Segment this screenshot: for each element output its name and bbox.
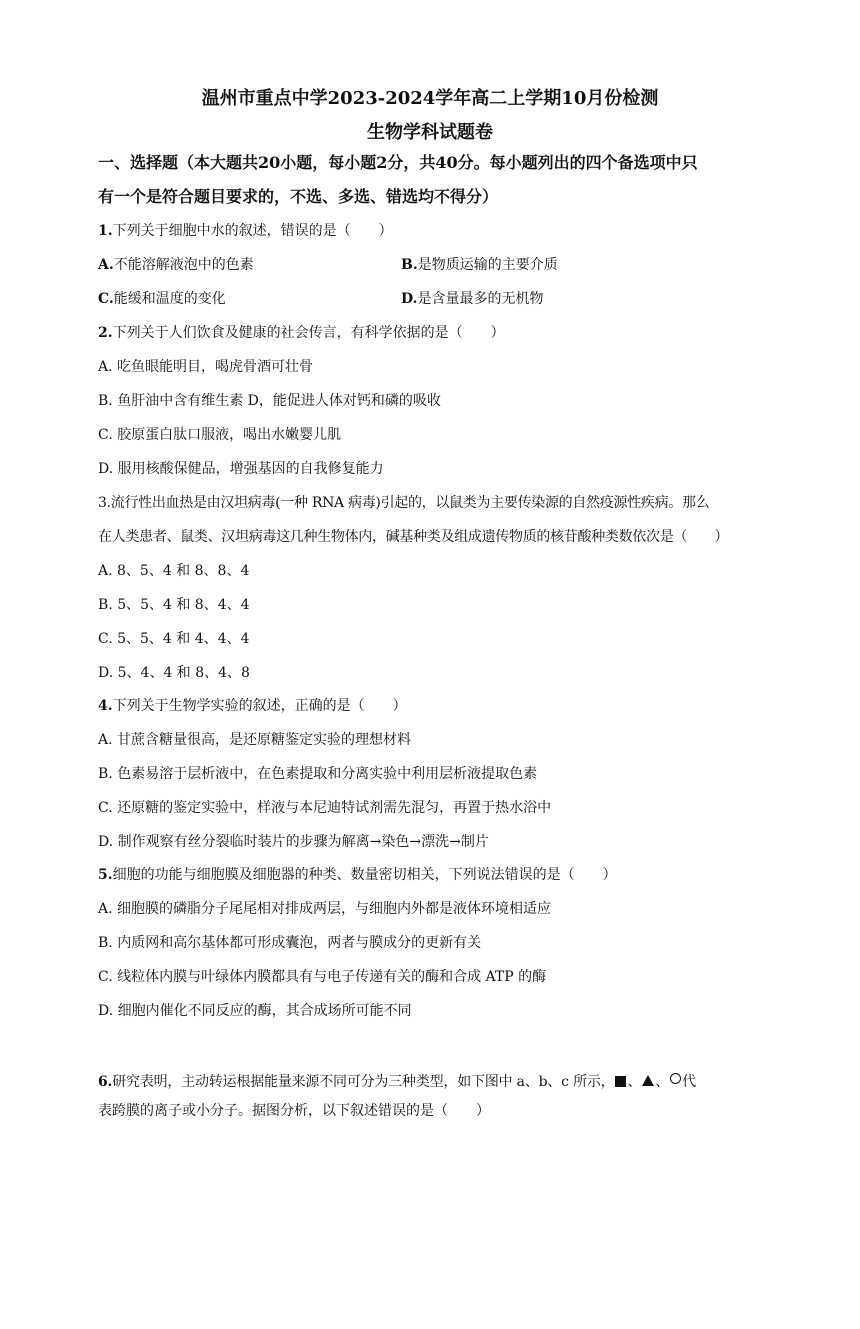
question-3-option-d: D. 5、4、4 和 8、4、8 <box>98 665 250 681</box>
question-5-stem <box>98 865 617 885</box>
question-2-option-d: D. 服用核酸保健品，增强基因的自我修复能力 <box>98 461 384 477</box>
exam-subtitle: 生物学科试题卷 <box>367 122 493 143</box>
question-number: 5. <box>98 867 113 883</box>
question-6-stem-line-2: 表跨膜的离子或小分子。据图分析，以下叙述错误的是（ ） <box>98 1103 490 1119</box>
question-1-options-cd <box>98 289 758 309</box>
question-3-option-a: A. 8、5、4 和 8、8、4 <box>98 563 250 579</box>
question-4-option-a: A. 甘蔗含糖量很高，是还原糖鉴定实验的理想材料 <box>98 732 412 748</box>
question-text: 细胞的功能与细胞膜及细胞器的种类、数量密切相关，下列说法错误的是（ ） <box>112 867 617 883</box>
question-number: 2. <box>98 325 113 341</box>
question-5-option-b: B. 内质网和高尔基体都可形成囊泡，两者与膜成分的更新有关 <box>98 935 482 951</box>
question-number: 6. <box>98 1074 113 1090</box>
triangle-icon <box>642 1075 654 1086</box>
option-a <box>98 257 254 273</box>
section-heading-line-1: 一、选择题（本大题共20小题，每小题2分，共40分。每小题列出的四个备选项中只 <box>98 153 698 172</box>
section-heading-line-2: 有一个是符合题目要求的，不选、多选、错选均不得分） <box>98 187 499 206</box>
option-label: A. <box>98 257 114 273</box>
question-2-stem <box>98 323 505 343</box>
question-1-stem <box>98 221 393 241</box>
option-text: 是含量最多的无机物 <box>417 291 544 307</box>
option-d <box>401 289 544 309</box>
question-number: 1. <box>98 223 113 239</box>
question-text: 下列关于生物学实验的叙述，正确的是（ ） <box>112 698 407 714</box>
question-text: 研究表明，主动转运根据能量来源不同可分为三种类型，如下图中 a、b、c 所示， <box>112 1074 615 1090</box>
circle-icon <box>670 1073 681 1084</box>
option-label: D. <box>401 291 418 307</box>
option-label: B. <box>401 257 418 273</box>
option-text: 能缓和温度的变化 <box>113 291 226 307</box>
option-text: 是物质运输的主要介质 <box>417 257 558 273</box>
option-c <box>98 291 226 307</box>
question-number: 4. <box>98 698 113 714</box>
question-text: 代 <box>682 1074 696 1090</box>
option-text: 不能溶解液泡中的色素 <box>113 257 254 273</box>
exam-title: 温州市重点中学2023-2024学年高二上学期10月份检测 <box>201 88 659 109</box>
option-b <box>401 255 558 275</box>
option-label: C. <box>98 291 114 307</box>
question-1-options-ab <box>98 255 758 275</box>
question-4-option-d: D. 制作观察有丝分裂临时装片的步骤为解离→染色→漂洗→制片 <box>98 834 489 850</box>
separator: 、 <box>627 1074 642 1090</box>
question-5-option-c: C. 线粒体内膜与叶绿体内膜都具有与电子传递有关的酶和合成 ATP 的酶 <box>98 969 547 985</box>
question-text: 下列关于人们饮食及健康的社会传言，有科学依据的是（ ） <box>112 325 505 341</box>
question-4-option-b: B. 色素易溶于层析液中，在色素提取和分离实验中利用层析液提取色素 <box>98 766 538 782</box>
question-2-option-b: B. 鱼肝油中含有维生素 D，能促进人体对钙和磷的吸收 <box>98 393 441 409</box>
question-4-option-c: C. 还原糖的鉴定实验中，样液与本尼迪特试剂需先混匀，再置于热水浴中 <box>98 800 552 816</box>
separator: 、 <box>655 1074 670 1090</box>
question-5-option-d: D. 细胞内催化不同反应的酶，其合成场所可能不同 <box>98 1003 412 1019</box>
question-5-option-a: A. 细胞膜的磷脂分子尾尾相对排成两层，与细胞内外都是液体环境相适应 <box>98 901 552 917</box>
question-3-option-c: C. 5、5、4 和 4、4、4 <box>98 631 250 647</box>
question-3-stem-line-2: 在人类患者、鼠类、汉坦病毒这几种生物体内，碱基种类及组成遗传物质的核苷酸种类数依次是（ ） <box>98 529 729 545</box>
question-text: 下列关于细胞中水的叙述，错误的是（ ） <box>112 223 393 239</box>
question-3-stem-line-1: 3.流行性出血热是由汉坦病毒(一种 RNA 病毒)引起的，以鼠类为主要传染源的自然疫源性疾病。那么 <box>98 495 710 511</box>
square-icon <box>615 1076 626 1087</box>
question-6-stem-line-1 <box>98 1072 696 1092</box>
question-3-option-b: B. 5、5、4 和 8、4、4 <box>98 597 250 613</box>
question-2-option-a: A. 吃鱼眼能明目，喝虎骨酒可壮骨 <box>98 359 314 375</box>
question-2-option-c: C. 胶原蛋白肽口服液，喝出水嫩婴儿肌 <box>98 427 342 443</box>
question-4-stem <box>98 696 407 716</box>
